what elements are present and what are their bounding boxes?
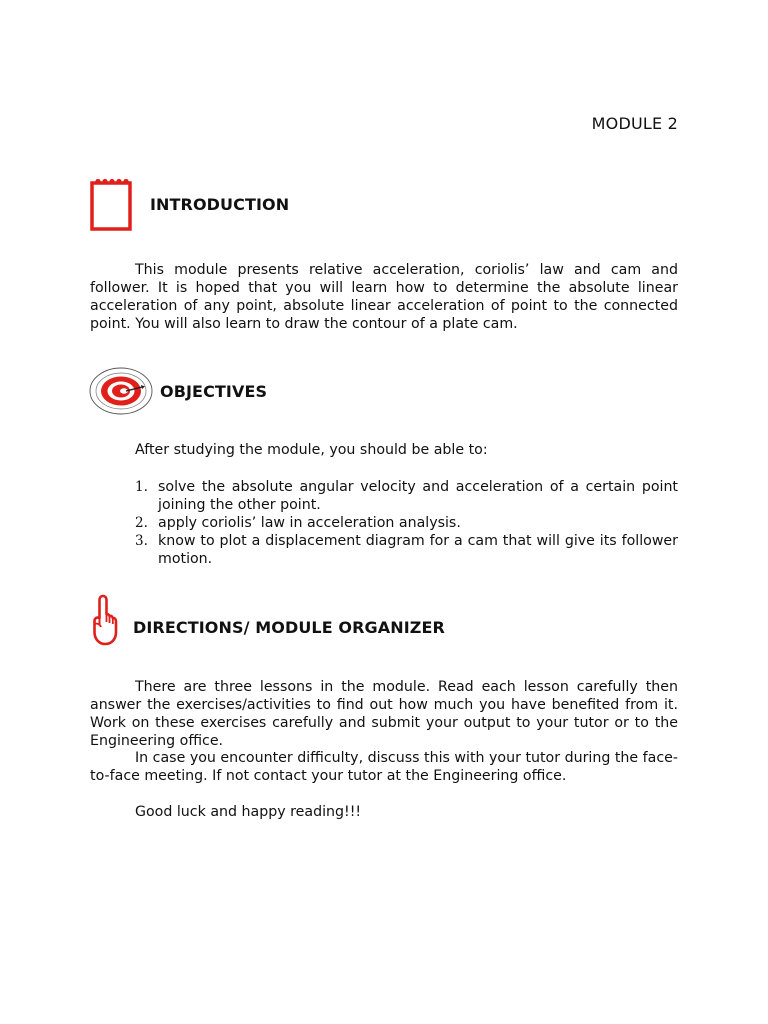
list-item [135,514,678,532]
list-item-number: 1. [135,479,148,495]
objectives-heading: OBJECTIVES [160,382,268,401]
list-item-number: 3. [135,533,148,549]
list-item [135,478,678,514]
target-icon [88,366,154,420]
pointing-hand-icon [89,594,121,650]
closing-line: Good luck and happy reading!!! [135,804,362,820]
directions-paragraph: In case you encounter difficulty, discuss this with your tutor during the face-to-face meeting. If not contact your tutor at the Engineering office. [90,750,678,784]
objectives-lead: After studying the module, you should be able to: [135,442,488,458]
list-item-text: apply coriolis’ law in acceleration analysis. [158,515,461,531]
list-item-text: solve the absolute angular velocity and acceleration of a certain point joining the other point. [158,479,678,513]
directions-paragraph: There are three lessons in the module. Read each lesson carefully then answer the exercises/activities to find out how much you have benefited from it. Work on these exercises carefully and submit your output to your tutor or to the Engineering office. [90,679,678,749]
objectives-list [135,478,678,568]
list-item-number: 2. [135,515,148,531]
introduction-paragraph: This module presents relative acceleration, coriolis’ law and cam and follower. It is hoped that you will learn how to determine the absolute linear acceleration of any point, absolute linear acceleration of point to the connected point. You will also learn to draw the contour of a plate cam. [90,262,678,332]
directions-heading: DIRECTIONS/ MODULE ORGANIZER [133,618,445,637]
list-item-text: know to plot a displacement diagram for a cam that will give its follower motion. [158,533,678,567]
list-item [135,532,678,568]
notepad-icon [88,177,134,237]
introduction-heading: INTRODUCTION [150,195,290,214]
module-label: MODULE 2 [591,114,678,133]
